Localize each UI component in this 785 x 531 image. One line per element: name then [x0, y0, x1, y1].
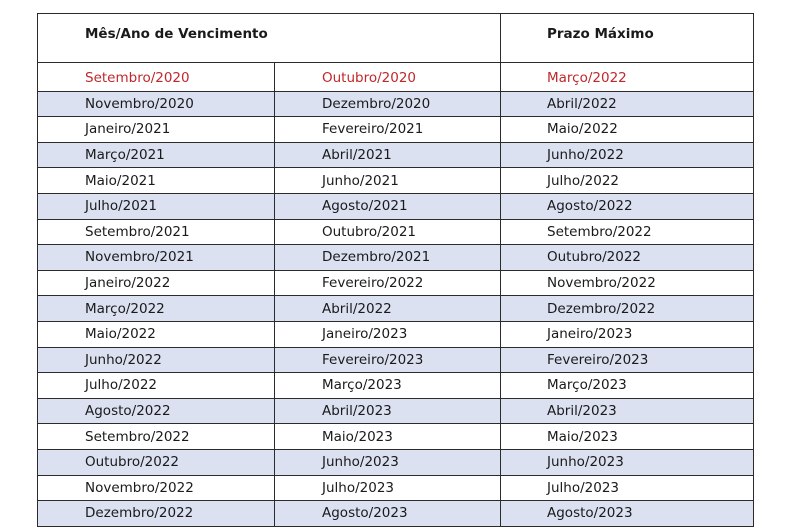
cell-due-start: Setembro/2022 — [38, 424, 275, 450]
table-row — [38, 270, 754, 296]
cell-due-start: Junho/2022 — [38, 347, 275, 373]
cell-max-deadline: Janeiro/2023 — [501, 321, 754, 347]
cell-max-deadline: Maio/2022 — [501, 117, 754, 143]
table-row — [38, 449, 754, 475]
table-row — [38, 117, 754, 143]
cell-due-start: Março/2021 — [38, 142, 275, 168]
cell-due-end: Outubro/2020 — [275, 63, 501, 92]
header-row — [38, 14, 754, 63]
cell-due-start: Março/2022 — [38, 296, 275, 322]
table-row — [38, 91, 754, 117]
cell-due-end: Fevereiro/2021 — [275, 117, 501, 143]
cell-due-start: Agosto/2022 — [38, 398, 275, 424]
cell-max-deadline: Abril/2022 — [501, 91, 754, 117]
cell-due-start: Setembro/2021 — [38, 219, 275, 245]
cell-max-deadline: Maio/2023 — [501, 424, 754, 450]
header-due-month: Mês/Ano de Vencimento — [38, 14, 501, 63]
cell-due-end: Abril/2023 — [275, 398, 501, 424]
cell-due-start: Novembro/2020 — [38, 91, 275, 117]
cell-due-end: Outubro/2021 — [275, 219, 501, 245]
table-row — [38, 296, 754, 322]
table-row — [38, 424, 754, 450]
table-row — [38, 475, 754, 501]
table-row — [38, 347, 754, 373]
cell-due-start: Novembro/2022 — [38, 475, 275, 501]
cell-due-end: Dezembro/2020 — [275, 91, 501, 117]
table-body — [38, 63, 754, 527]
cell-due-end: Fevereiro/2023 — [275, 347, 501, 373]
table-row — [38, 501, 754, 527]
table-row — [38, 398, 754, 424]
table-row — [38, 321, 754, 347]
cell-due-start: Maio/2021 — [38, 168, 275, 194]
cell-due-start: Janeiro/2021 — [38, 117, 275, 143]
cell-due-end: Abril/2021 — [275, 142, 501, 168]
cell-max-deadline: Agosto/2023 — [501, 501, 754, 527]
cell-max-deadline: Outubro/2022 — [501, 245, 754, 271]
table-row — [38, 219, 754, 245]
cell-due-start: Maio/2022 — [38, 321, 275, 347]
cell-due-end: Dezembro/2021 — [275, 245, 501, 271]
cell-due-end: Julho/2023 — [275, 475, 501, 501]
cell-due-end: Agosto/2021 — [275, 193, 501, 219]
table-row — [38, 193, 754, 219]
cell-due-start: Novembro/2021 — [38, 245, 275, 271]
deadline-table-container — [37, 13, 753, 527]
cell-due-end: Abril/2022 — [275, 296, 501, 322]
deadline-table — [37, 13, 754, 527]
cell-due-end: Agosto/2023 — [275, 501, 501, 527]
cell-due-end: Fevereiro/2022 — [275, 270, 501, 296]
cell-max-deadline: Fevereiro/2023 — [501, 347, 754, 373]
cell-due-start: Outubro/2022 — [38, 449, 275, 475]
cell-max-deadline: Junho/2023 — [501, 449, 754, 475]
cell-max-deadline: Março/2023 — [501, 373, 754, 399]
cell-max-deadline: Julho/2023 — [501, 475, 754, 501]
table-row — [38, 373, 754, 399]
cell-max-deadline: Junho/2022 — [501, 142, 754, 168]
cell-max-deadline: Julho/2022 — [501, 168, 754, 194]
cell-due-start: Dezembro/2022 — [38, 501, 275, 527]
cell-due-end: Junho/2023 — [275, 449, 501, 475]
cell-max-deadline: Novembro/2022 — [501, 270, 754, 296]
cell-due-end: Janeiro/2023 — [275, 321, 501, 347]
cell-max-deadline: Setembro/2022 — [501, 219, 754, 245]
cell-due-start: Julho/2022 — [38, 373, 275, 399]
table-row — [38, 245, 754, 271]
table-row — [38, 168, 754, 194]
cell-max-deadline: Abril/2023 — [501, 398, 754, 424]
cell-due-end: Junho/2021 — [275, 168, 501, 194]
table-row — [38, 142, 754, 168]
header-max-deadline: Prazo Máximo — [501, 14, 754, 63]
cell-due-end: Maio/2023 — [275, 424, 501, 450]
cell-due-start: Janeiro/2022 — [38, 270, 275, 296]
cell-due-start: Julho/2021 — [38, 193, 275, 219]
cell-due-end: Março/2023 — [275, 373, 501, 399]
cell-due-start: Setembro/2020 — [38, 63, 275, 92]
table-row — [38, 63, 754, 92]
cell-max-deadline: Agosto/2022 — [501, 193, 754, 219]
table-header — [38, 14, 754, 63]
cell-max-deadline: Março/2022 — [501, 63, 754, 92]
cell-max-deadline: Dezembro/2022 — [501, 296, 754, 322]
